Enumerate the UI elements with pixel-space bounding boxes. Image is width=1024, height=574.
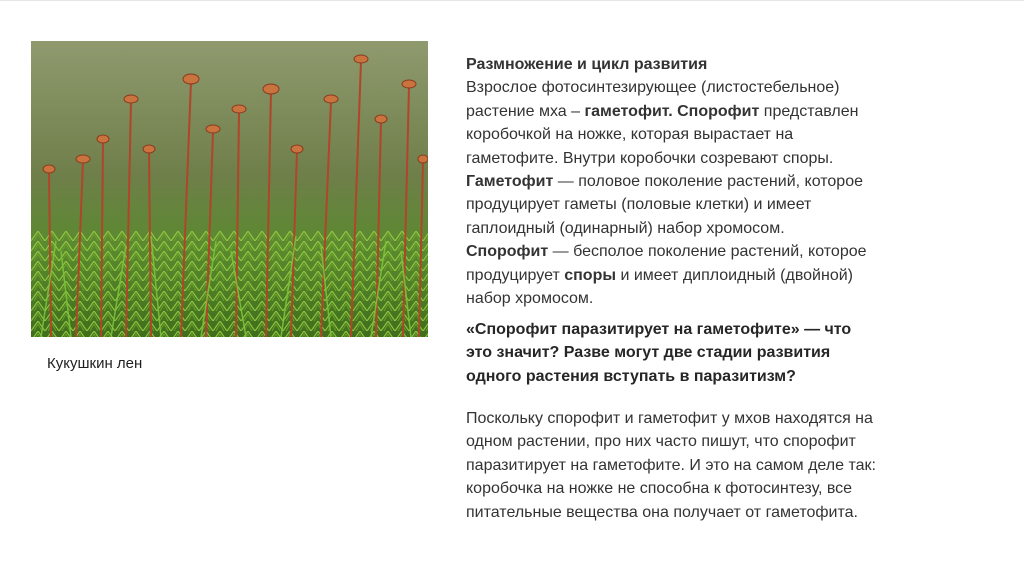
text-line bbox=[466, 287, 986, 310]
text: гаплоидный (одинарный) набор хромосом. bbox=[466, 219, 785, 237]
answer-line: Поскольку спорофит и гаметофит у мхов находятся на bbox=[466, 410, 873, 427]
moss-photo bbox=[31, 41, 428, 337]
answer-line: коробочка на ножке не способна к фотосинтезу, все bbox=[466, 480, 853, 498]
text-line bbox=[466, 264, 986, 287]
text: Взрослое фотосинтезирующее (листостебельное) bbox=[466, 79, 840, 97]
text: растение мха – bbox=[466, 102, 585, 120]
question-line: это значит? Разве могут две стадии развития bbox=[466, 344, 831, 362]
term-sporophyte: Спорофит bbox=[466, 243, 549, 261]
question-line: «Спорофит паразитирует на гаметофите» — что bbox=[466, 321, 852, 338]
text-line bbox=[466, 100, 986, 123]
term-sporophyte: Спорофит bbox=[677, 102, 760, 120]
text-line bbox=[466, 193, 986, 216]
text-line bbox=[466, 240, 986, 263]
text: гаметофите. Внутри коробочки созревают споры. bbox=[466, 149, 834, 167]
text: коробочкой на ножке, которая вырастает на bbox=[466, 126, 794, 144]
answer-line: паразитирует на гаметофите. И это на самом деле так: bbox=[466, 456, 876, 474]
section-heading: Размножение и цикл развития bbox=[466, 56, 708, 73]
reproduction-section bbox=[466, 53, 986, 310]
term-gametophyte: гаметофит. bbox=[584, 102, 673, 120]
text-line bbox=[466, 170, 986, 193]
photo-caption: Кукушкин лен bbox=[47, 355, 143, 372]
text-line bbox=[466, 123, 986, 146]
text: продуцирует гаметы (половые клетки) и имеет bbox=[466, 196, 812, 214]
text: и имеет диплоидный (двойной) bbox=[616, 266, 853, 284]
text-line bbox=[466, 217, 986, 240]
text: — бесполое поколение растений, которое bbox=[548, 243, 867, 261]
term-gametophyte: Гаметофит bbox=[466, 173, 554, 191]
top-divider bbox=[0, 0, 1024, 1]
text: продуцирует bbox=[466, 266, 565, 284]
term-spores: споры bbox=[564, 266, 617, 284]
text: представлен bbox=[759, 102, 859, 120]
text-line bbox=[466, 147, 986, 170]
text: набор хромосом. bbox=[466, 290, 594, 308]
question-line: одного растения вступать в паразитизм? bbox=[466, 367, 796, 385]
answer-section bbox=[466, 407, 986, 524]
question-section bbox=[466, 318, 986, 388]
text: — половое поколение растений, которое bbox=[553, 173, 863, 191]
text-line bbox=[466, 76, 986, 99]
answer-line: питательные вещества она получает от гаметофита. bbox=[466, 503, 858, 521]
answer-line: одном растении, про них часто пишут, что спорофит bbox=[466, 433, 856, 451]
